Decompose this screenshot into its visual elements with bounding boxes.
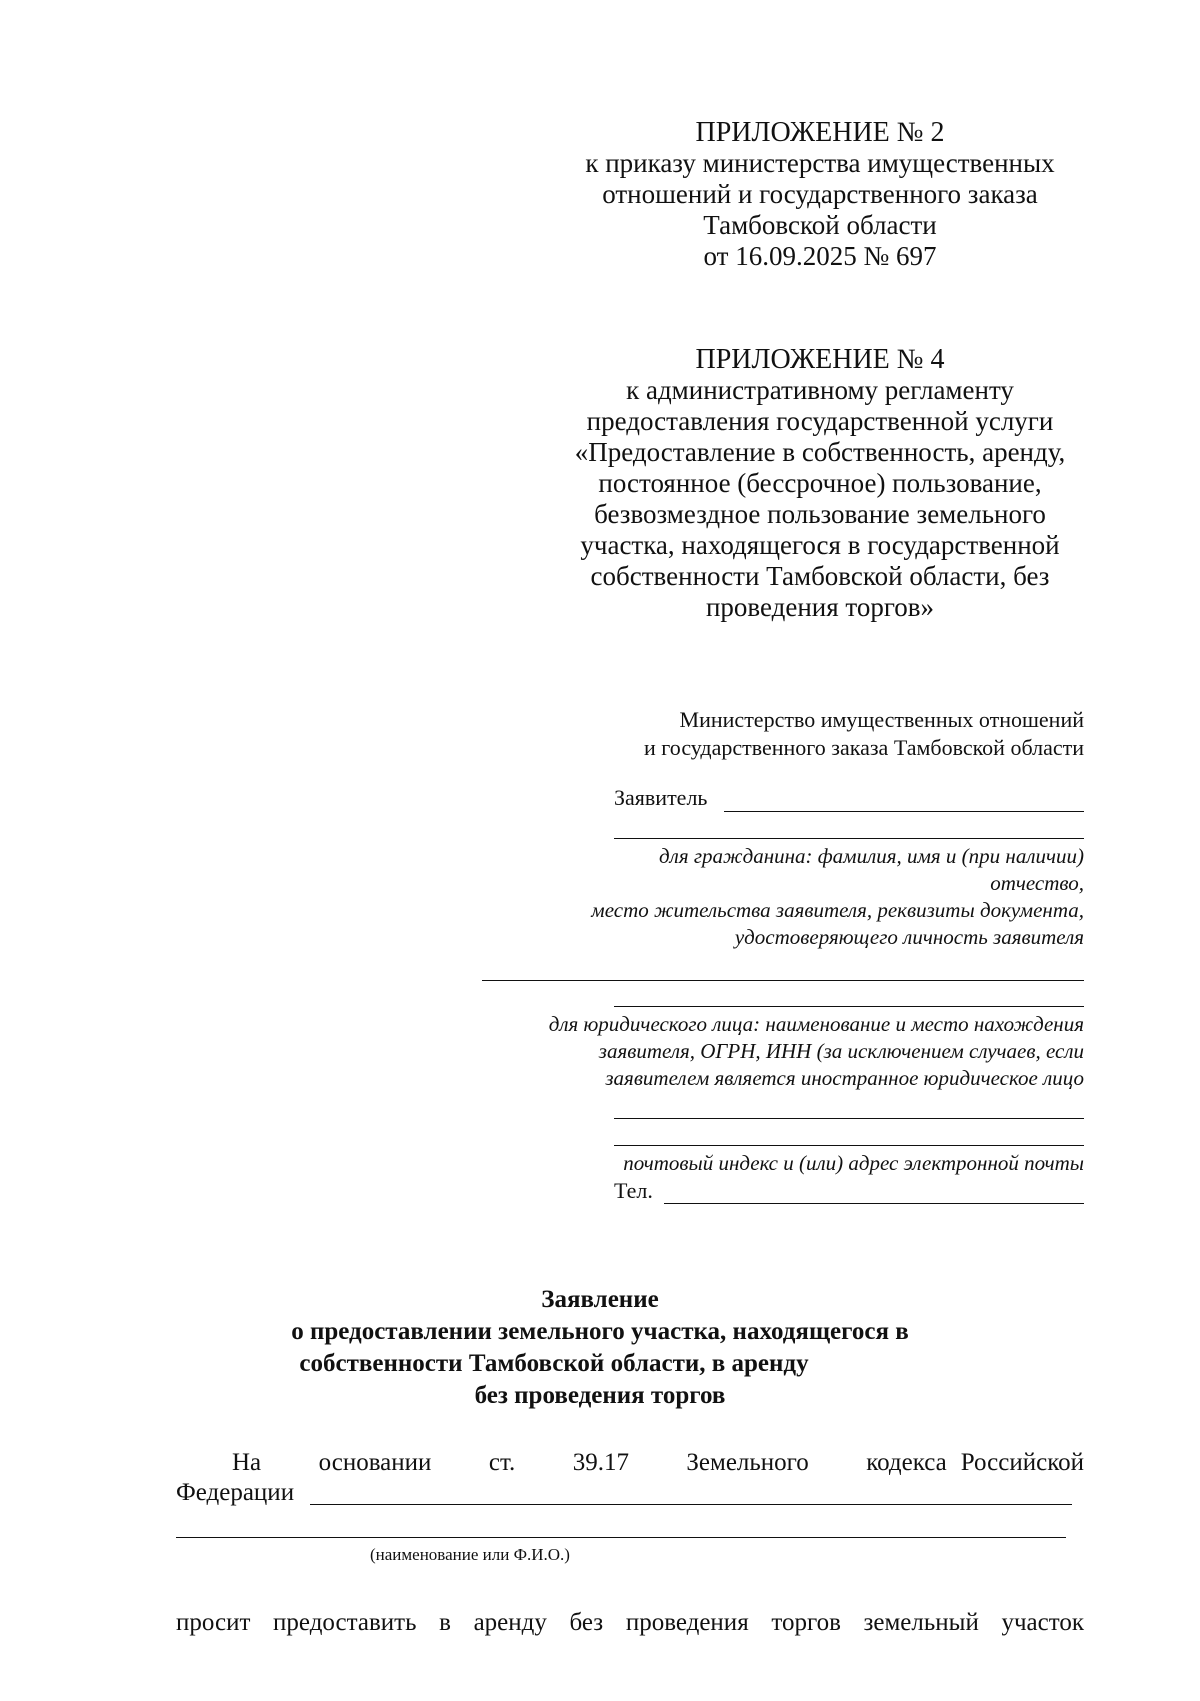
document-title-line: Заявление [541, 1286, 659, 1313]
appendix-4-title: ПРИЛОЖЕНИЕ № 4 [695, 344, 945, 375]
basis-line [232, 1448, 1084, 1478]
request-word: проведения [625, 1609, 749, 1636]
legal-entity-hint-line: для юридического лица: наименование и место нахождения [548, 1012, 1084, 1036]
basis-word: кодекса [866, 1449, 947, 1476]
request-word: аренду [473, 1609, 547, 1636]
request-word: предоставить [273, 1609, 417, 1636]
phone-field[interactable] [664, 1203, 1084, 1204]
legal-entity-hint [420, 1011, 1084, 1092]
applicant-name-field[interactable] [310, 1504, 1072, 1505]
appendix-4-line: проведения торгов» [705, 592, 935, 622]
request-line [176, 1608, 1084, 1638]
document-title-line: без проведения торгов [474, 1382, 726, 1409]
basis-word: На [232, 1449, 262, 1476]
addressee [560, 706, 1084, 762]
appendix-2-line: к приказу министерства имущественных [585, 148, 1055, 178]
applicant-name-field-line-2[interactable] [176, 1537, 1066, 1538]
document-title [200, 1284, 1000, 1412]
basis-word: 39.17 [572, 1449, 629, 1476]
request-word: без [569, 1609, 604, 1636]
request-text [176, 1608, 1084, 1638]
appendix-4-header [560, 344, 1080, 623]
appendix-4-line: участка, находящегося в государственной [580, 530, 1060, 560]
appendix-2-order-date: от 16.09.2025 № 697 [703, 241, 937, 271]
federation-label: Федерации [176, 1479, 295, 1506]
applicant-details-line-1[interactable] [482, 980, 1084, 981]
addressee-line: Министерство имущественных отношений [679, 707, 1084, 732]
appendix-2-header [560, 117, 1080, 272]
legal-entity-hint-line: заявителем является иностранное юридическое лицо [605, 1066, 1084, 1090]
basis-word: Земельного [686, 1449, 809, 1476]
appendix-2-title: ПРИЛОЖЕНИЕ № 2 [695, 117, 945, 148]
citizen-hint-line: отчество, [990, 871, 1084, 895]
appendix-4-line: предоставления государственной услуги [586, 406, 1054, 436]
appendix-4-line: постоянное (бессрочное) пользование, [598, 468, 1042, 498]
citizen-hint-line: удостоверяющего личность заявителя [734, 925, 1084, 949]
document-title-line: о предоставлении земельного участка, находящегося в [291, 1318, 909, 1345]
applicant-details-line-2[interactable] [614, 1006, 1084, 1007]
appendix-4-line: к административному регламенту [626, 375, 1014, 405]
request-word: просит [176, 1609, 251, 1636]
request-word: торгов [771, 1609, 841, 1636]
phone-label: Тел. [614, 1178, 653, 1203]
postal-line-1[interactable] [614, 1118, 1084, 1119]
legal-entity-hint-line: заявителя, ОГРН, ИНН (за исключением случаев, если [598, 1039, 1084, 1063]
basis-word: основании [318, 1449, 432, 1476]
request-word: земельный [863, 1609, 979, 1636]
appendix-4-line: «Предоставление в собственность, аренду, [574, 437, 1066, 467]
citizen-hint-line: место жительства заявителя, реквизиты документа, [591, 898, 1084, 922]
applicant-field[interactable] [724, 811, 1084, 812]
appendix-2-line: отношений и государственного заказа [602, 179, 1038, 209]
document-title-line: собственности Тамбовской области, в аренду [299, 1350, 809, 1377]
request-word: участок [1001, 1609, 1084, 1636]
appendix-4-line: собственности Тамбовской области, без [590, 561, 1050, 591]
applicant-field-line-2[interactable] [614, 838, 1084, 839]
applicant-label: Заявитель [614, 785, 708, 810]
basis-word: Российской [960, 1449, 1084, 1476]
appendix-4-line: безвозмездное пользование земельного [594, 499, 1046, 529]
addressee-line: и государственного заказа Тамбовской области [644, 735, 1084, 760]
appendix-2-line: Тамбовской области [703, 210, 937, 240]
basis-words-tail [866, 1448, 1084, 1478]
postal-hint: почтовый индекс и (или) адрес электронной почты [623, 1151, 1084, 1175]
postal-line-2[interactable] [614, 1145, 1084, 1146]
citizen-hint-line: для гражданина: фамилия, имя и (при наличии) [659, 844, 1084, 868]
citizen-hint [440, 843, 1084, 951]
basis-word: ст. [488, 1449, 516, 1476]
request-word: в [439, 1609, 451, 1636]
name-hint: (наименование или Ф.И.О.) [370, 1545, 570, 1564]
